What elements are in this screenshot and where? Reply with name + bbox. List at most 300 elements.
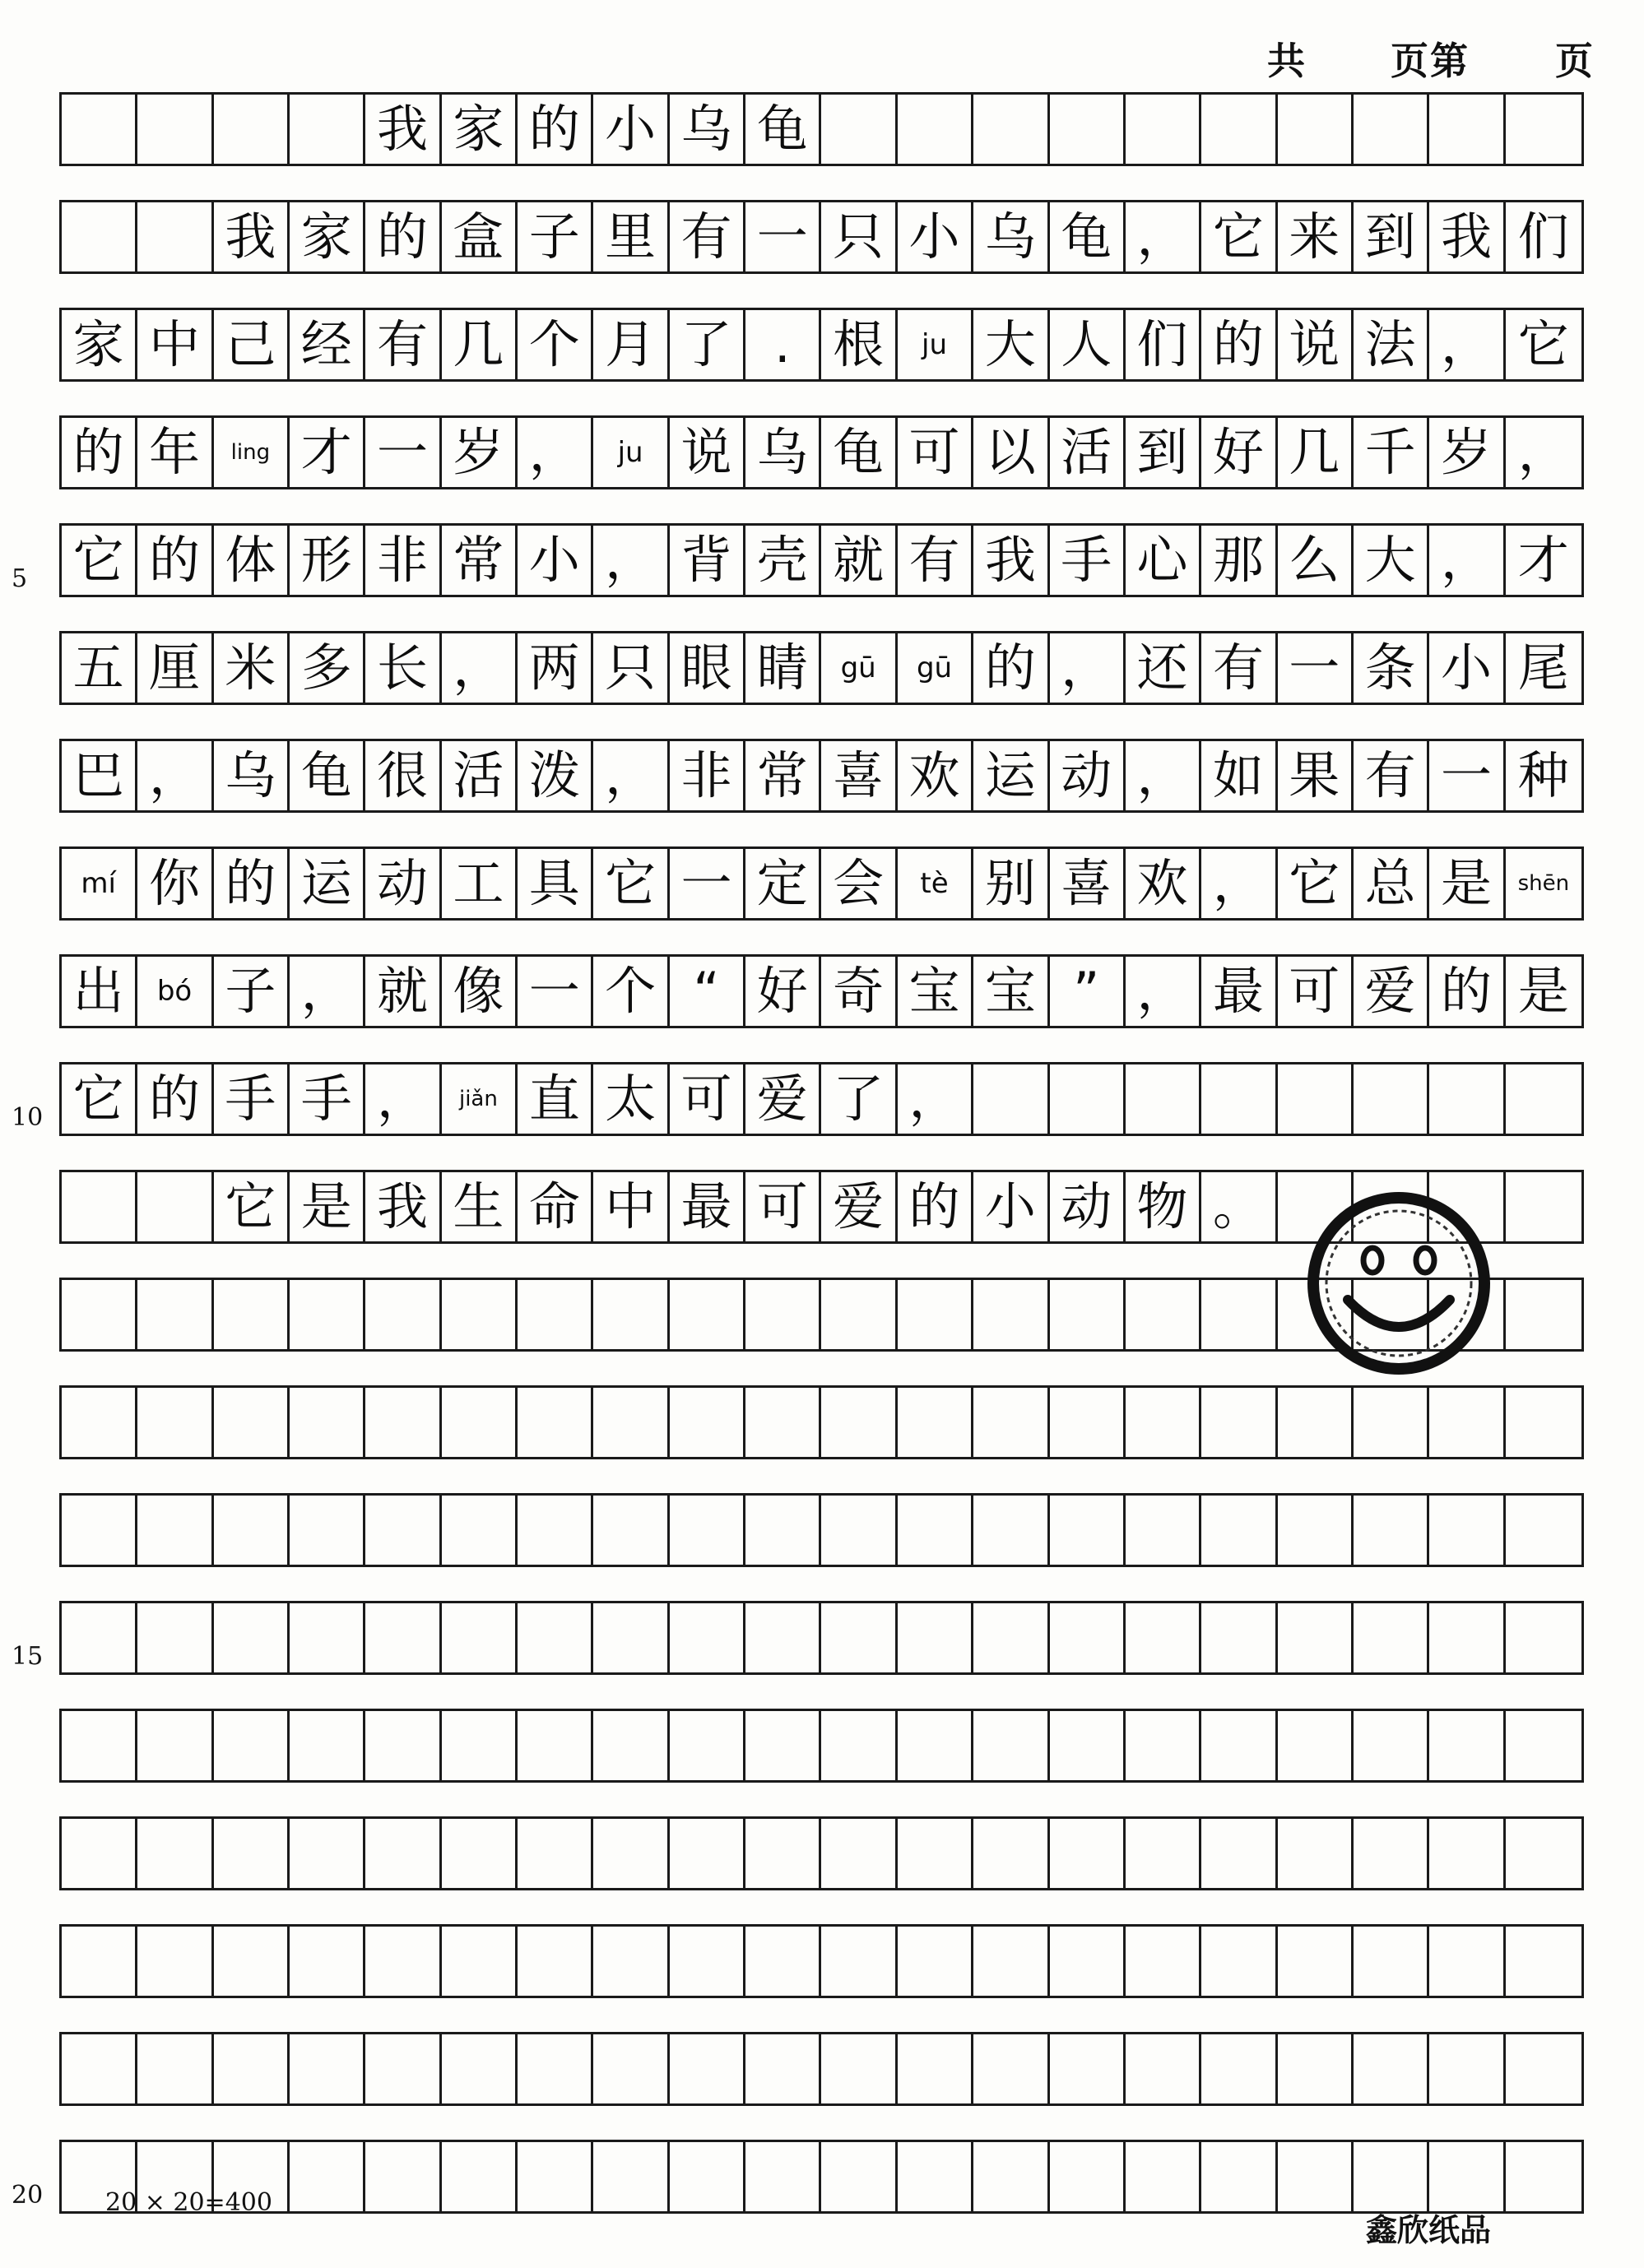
grid-cell: 你 (137, 849, 213, 918)
grid-cell (1354, 1064, 1429, 1134)
grid-cell: 就 (821, 526, 897, 595)
grid-row (59, 523, 1584, 597)
grid-cell (745, 1927, 821, 1996)
grid-cell (1506, 2034, 1581, 2103)
grid-cell (1354, 2034, 1429, 2103)
grid-cell (290, 2142, 365, 2211)
grid-cell: 有 (670, 202, 745, 271)
grid-cell: 手 (1050, 526, 1126, 595)
grid-cell (137, 1172, 213, 1241)
grid-cell: 眼 (670, 633, 745, 703)
grid-cell (1126, 1064, 1201, 1134)
grid-cell (518, 2034, 593, 2103)
grid-row (59, 1385, 1584, 1459)
grid-cell: 的 (1429, 957, 1505, 1026)
grid-cell (670, 2142, 745, 2211)
grid-cell (898, 1496, 973, 1565)
grid-cell (898, 2142, 973, 2211)
grid-cell: 千 (1354, 418, 1429, 487)
grid-cell: 人 (1050, 310, 1126, 379)
grid-cell (442, 1496, 518, 1565)
grid-cell (973, 2034, 1049, 2103)
grid-cell (62, 1603, 137, 1672)
grid-cell: 像 (442, 957, 518, 1026)
grid-cell (1278, 1819, 1354, 1888)
grid-cell: 太 (593, 1064, 669, 1134)
grid-cell (1201, 1927, 1277, 1996)
grid-cell: 只 (593, 633, 669, 703)
grid-cell (137, 1819, 213, 1888)
grid-cell (1506, 1819, 1581, 1888)
grid-cell (745, 2142, 821, 2211)
grid-row (59, 200, 1584, 274)
grid-cell: 的 (898, 1172, 973, 1241)
grid-cell (1506, 1388, 1581, 1457)
grid-cell: ， (1050, 633, 1126, 703)
grid-cell: 说 (670, 418, 745, 487)
grid-cell: 多 (290, 633, 365, 703)
grid-cell: 可 (1278, 957, 1354, 1026)
grid-cell: 手 (290, 1064, 365, 1134)
grid-cell: 有 (1354, 741, 1429, 810)
grid-cell: 喜 (821, 741, 897, 810)
grid-cell (1429, 1711, 1505, 1780)
grid-cell (1126, 2142, 1201, 2211)
grid-cell (1506, 1711, 1581, 1780)
grid-cell (365, 1819, 441, 1888)
grid-cell (290, 1927, 365, 1996)
grid-cell (593, 1819, 669, 1888)
grid-cell: 爱 (1354, 957, 1429, 1026)
grid-cell: 活 (442, 741, 518, 810)
grid-cell: 大 (973, 310, 1049, 379)
grid-cell: 们 (1126, 310, 1201, 379)
grid-row (59, 631, 1584, 705)
grid-cell (1506, 1603, 1581, 1672)
grid-cell: 家 (62, 310, 137, 379)
grid-cell: 好 (745, 957, 821, 1026)
grid-cell: 那 (1201, 526, 1277, 595)
grid-cell (290, 1819, 365, 1888)
page-number-label: 页第 (1391, 39, 1470, 83)
grid-cell (365, 1496, 441, 1565)
grid-cell (1354, 1388, 1429, 1457)
grid-cell (365, 1927, 441, 1996)
grid-cell (973, 2142, 1049, 2211)
grid-cell (1506, 1064, 1581, 1134)
grid-cell (1278, 1496, 1354, 1565)
grid-row (59, 739, 1584, 813)
grid-cell (214, 1496, 290, 1565)
grid-cell: 壳 (745, 526, 821, 595)
grid-cell (593, 1496, 669, 1565)
grid-cell (1354, 95, 1429, 164)
grid-cell: 大 (1354, 526, 1429, 595)
grid-cell (1126, 2034, 1201, 2103)
grid-cell: 生 (442, 1172, 518, 1241)
grid-cell (290, 1496, 365, 1565)
grid-cell: 长 (365, 633, 441, 703)
grid-cell (1429, 1496, 1505, 1565)
grid-cell: gū (821, 633, 897, 703)
grid-cell (821, 95, 897, 164)
grid-cell: 宝 (973, 957, 1049, 1026)
grid-cell (1201, 1711, 1277, 1780)
grid-cell: shēn (1517, 871, 1570, 896)
grid-cell (1201, 2142, 1277, 2211)
grid-cell (137, 95, 213, 164)
grid-cell: 有 (1201, 633, 1277, 703)
grid-cell (290, 1711, 365, 1780)
grid-cell (442, 1280, 518, 1349)
grid-cell (973, 1496, 1049, 1565)
grid-cell: 里 (593, 202, 669, 271)
grid-cell (214, 1388, 290, 1457)
grid-cell: 小 (898, 202, 973, 271)
grid-cell (62, 1172, 137, 1241)
grid-cell (593, 2034, 669, 2103)
grid-cell (745, 1496, 821, 1565)
grid-cell: 才 (1517, 530, 1569, 590)
grid-cell: 它 (1517, 314, 1569, 374)
grid-cell: 的 (214, 849, 290, 918)
grid-cell (1201, 2034, 1277, 2103)
grid-cell: 的 (62, 418, 137, 487)
grid-cell: ， (365, 1064, 441, 1134)
grid-cell (1126, 1496, 1201, 1565)
grid-cell (1506, 95, 1581, 164)
grid-cell: 可 (670, 1064, 745, 1134)
grid-row (59, 2032, 1584, 2106)
grid-cell (442, 1603, 518, 1672)
grid-cell: bó (137, 957, 213, 1026)
grid-row (59, 1816, 1584, 1890)
grid-cell: 它 (214, 1172, 290, 1241)
grid-cell: 几 (1278, 418, 1354, 487)
grid-cell (973, 1603, 1049, 1672)
grid-cell: 只 (821, 202, 897, 271)
grid-cell (442, 2142, 518, 2211)
grid-cell: 小 (1429, 633, 1505, 703)
grid-cell (898, 95, 973, 164)
grid-cell: 的 (518, 95, 593, 164)
grid-cell: 了 (670, 310, 745, 379)
grid-cell (1429, 1927, 1505, 1996)
grid-cell (593, 1388, 669, 1457)
grid-cell (1050, 1819, 1126, 1888)
grid-cell (214, 1711, 290, 1780)
grid-cell (973, 1388, 1049, 1457)
grid-cell: 几 (442, 310, 518, 379)
grid-cell (137, 2034, 213, 2103)
grid-cell: 泼 (518, 741, 593, 810)
grid-cell (518, 1603, 593, 1672)
grid-cell (518, 1280, 593, 1349)
grid-cell: ， (593, 526, 669, 595)
grid-cell (1050, 1064, 1126, 1134)
grid-cell: 个 (593, 957, 669, 1026)
grid-cell: 有 (365, 310, 441, 379)
grid-cell (1126, 1603, 1201, 1672)
grid-row (59, 846, 1584, 921)
grid-cell (137, 1603, 213, 1672)
grid-cell: 体 (214, 526, 290, 595)
grid-cell: 我 (973, 526, 1049, 595)
grid-cell (365, 1711, 441, 1780)
grid-cell: ， (1126, 957, 1201, 1026)
grid-cell: 它 (62, 1064, 137, 1134)
grid-cell (670, 1280, 745, 1349)
grid-cell (898, 1927, 973, 1996)
grid-cell (1278, 1711, 1354, 1780)
grid-cell (1050, 2034, 1126, 2103)
grid-cell: 经 (290, 310, 365, 379)
grid-cell (821, 1603, 897, 1672)
grid-cell (518, 1819, 593, 1888)
grid-cell (442, 1388, 518, 1457)
grid-cell: “ (670, 957, 745, 1026)
grid-cell: 会 (821, 849, 897, 918)
grid-cell (1201, 1603, 1277, 1672)
grid-cell (290, 95, 365, 164)
grid-cell (745, 1819, 821, 1888)
grid-row (59, 1601, 1584, 1675)
grid-cell (518, 1927, 593, 1996)
grid-cell (1201, 1819, 1277, 1888)
grid-cell (1126, 1388, 1201, 1457)
grid-row (59, 2140, 1584, 2214)
grid-cell: 的 (1201, 310, 1277, 379)
smiley-face-stamp-icon (1300, 1185, 1498, 1382)
grid-cell (137, 202, 213, 271)
grid-cell: 家 (290, 202, 365, 271)
grid-cell: tè (898, 849, 973, 918)
grid-cell (1354, 2142, 1429, 2211)
grid-cell: 动 (1050, 1172, 1126, 1241)
grid-cell: ， (1429, 526, 1505, 595)
grid-cell: 宝 (898, 957, 973, 1026)
grid-cell (214, 1280, 290, 1349)
grid-cell (821, 1711, 897, 1780)
grid-cell: 工 (442, 849, 518, 918)
grid-cell (593, 1927, 669, 1996)
grid-cell: 奇 (821, 957, 897, 1026)
grid-cell (137, 1927, 213, 1996)
grid-cell (1278, 1927, 1354, 1996)
grid-cell: 命 (518, 1172, 593, 1241)
grid-cell (1506, 1280, 1581, 1349)
line-number: 10 (12, 1103, 44, 1132)
grid-cell (973, 95, 1049, 164)
grid-cell: 中 (593, 1172, 669, 1241)
grid-cell (1354, 1711, 1429, 1780)
grid-cell: 常 (442, 526, 518, 595)
grid-cell: ” (1050, 957, 1126, 1026)
grid-cell: ， (898, 1064, 973, 1134)
grid-row (59, 415, 1584, 489)
grid-cell: 可 (898, 418, 973, 487)
grid-cell: 手 (214, 1064, 290, 1134)
grid-cell (1506, 1172, 1581, 1241)
grid-cell (1050, 2142, 1126, 2211)
grid-cell: 物 (1126, 1172, 1201, 1241)
grid-cell: 很 (365, 741, 441, 810)
page-number-label-end: 页 (1555, 39, 1595, 83)
grid-cell (1126, 1927, 1201, 1996)
grid-cell: 条 (1354, 633, 1429, 703)
grid-cell: 就 (365, 957, 441, 1026)
grid-cell (214, 95, 290, 164)
grid-cell: 说 (1278, 310, 1354, 379)
grid-cell (1278, 95, 1354, 164)
grid-cell: 乌 (670, 95, 745, 164)
grid-cell: 家 (442, 95, 518, 164)
line-number: 5 (12, 564, 28, 593)
grid-cell (1050, 1603, 1126, 1672)
grid-cell (745, 1711, 821, 1780)
grid-cell: mí (62, 849, 137, 918)
grid-cell (518, 1496, 593, 1565)
grid-cell: 了 (821, 1064, 897, 1134)
grid-cell (1126, 95, 1201, 164)
grid-cell: 到 (1126, 418, 1201, 487)
grid-cell: 一 (518, 957, 593, 1026)
grid-cell: 盒 (442, 202, 518, 271)
grid-cell: 一 (1429, 741, 1505, 810)
grid-cell: 乌 (745, 418, 821, 487)
grid-cell: 龟 (821, 418, 897, 487)
grid-cell (898, 1819, 973, 1888)
grid-cell: 法 (1354, 310, 1429, 379)
grid-cell: 果 (1278, 741, 1354, 810)
grid-cell (898, 1388, 973, 1457)
grid-cell (745, 1280, 821, 1349)
grid-cell (62, 2034, 137, 2103)
grid-cell (1429, 2142, 1505, 2211)
grid-cell: 巴 (62, 741, 137, 810)
grid-cell: 。 (1201, 1172, 1277, 1241)
grid-cell: 它 (1201, 202, 1277, 271)
grid-cell (973, 1819, 1049, 1888)
grid-cell (745, 1388, 821, 1457)
grid-cell: ， (137, 741, 213, 810)
grid-row (59, 308, 1584, 382)
grid-cell: 小 (518, 526, 593, 595)
grid-cell (670, 2034, 745, 2103)
grid-cell: 到 (1354, 202, 1429, 271)
grid-cell (973, 1064, 1049, 1134)
grid-cell: 它 (1278, 849, 1354, 918)
grid-cell: 爱 (821, 1172, 897, 1241)
grid-cell (1354, 1819, 1429, 1888)
grid-cell (442, 2034, 518, 2103)
grid-cell (1201, 1280, 1277, 1349)
grid-cell (365, 1280, 441, 1349)
grid-cell: 好 (1201, 418, 1277, 487)
grid-cell (1354, 1496, 1429, 1565)
grid-cell (670, 1819, 745, 1888)
grid-cell (62, 1280, 137, 1349)
grid-cell: 睛 (745, 633, 821, 703)
grid-cell: 的 (137, 526, 213, 595)
grid-cell (518, 2142, 593, 2211)
grid-cell (518, 1388, 593, 1457)
grid-cell: 非 (670, 741, 745, 810)
grid-cell: ju (898, 310, 973, 379)
grid-cell (1201, 1064, 1277, 1134)
grid-cell: 欢 (898, 741, 973, 810)
grid-cell: 龟 (1050, 202, 1126, 271)
grid-cell (821, 1819, 897, 1888)
grid-cell: 龟 (290, 741, 365, 810)
grid-cell: . (745, 310, 821, 379)
grid-cell (821, 1388, 897, 1457)
grid-cell (670, 1603, 745, 1672)
grid-cell: 是 (1429, 849, 1505, 918)
grid-cell: 活 (1050, 418, 1126, 487)
grid-cell: 五 (62, 633, 137, 703)
grid-cell (214, 2034, 290, 2103)
grid-cell: 欢 (1126, 849, 1201, 918)
grid-cell (1429, 2034, 1505, 2103)
grid-row (59, 1493, 1584, 1567)
grid-cell (593, 1280, 669, 1349)
grid-cell (821, 1496, 897, 1565)
grid-cell (1201, 1496, 1277, 1565)
grid-cell: 乌 (214, 741, 290, 810)
grid-cell: ， (1201, 849, 1277, 918)
grid-cell (898, 1711, 973, 1780)
grid-cell (1050, 1927, 1126, 1996)
grid-cell: 的 (973, 633, 1049, 703)
grid-cell (1050, 1388, 1126, 1457)
grid-cell: 个 (518, 310, 593, 379)
grid-cell: 一 (1278, 633, 1354, 703)
grid-cell: 才 (290, 418, 365, 487)
grid-cell: 的 (137, 1064, 213, 1134)
grid-cell: ， (1517, 422, 1569, 482)
grid-cell: jiǎn (442, 1064, 518, 1134)
grid-cell (1429, 1388, 1505, 1457)
grid-cell: 具 (518, 849, 593, 918)
grid-cell: 它 (62, 526, 137, 595)
grid-cell (1278, 2034, 1354, 2103)
grid-cell (442, 1819, 518, 1888)
grid-cell (821, 2142, 897, 2211)
grid-cell (62, 1496, 137, 1565)
grid-cell: 动 (1050, 741, 1126, 810)
grid-cell (1506, 1496, 1581, 1565)
grid-cell: 小 (973, 1172, 1049, 1241)
grid-cell: ， (1126, 202, 1201, 271)
grid-cell: 形 (290, 526, 365, 595)
grid-cell: 来 (1278, 202, 1354, 271)
grid-cell: 运 (290, 849, 365, 918)
grid-cell (1050, 1496, 1126, 1565)
grid-cell: 中 (137, 310, 213, 379)
grid-cell (1429, 1064, 1505, 1134)
grid-cell (745, 2034, 821, 2103)
grid-cell (593, 1711, 669, 1780)
grid-cell (365, 1388, 441, 1457)
grid-cell (62, 1819, 137, 1888)
grid-cell: 的 (365, 202, 441, 271)
grid-row (59, 1924, 1584, 1998)
grid-cell: 月 (593, 310, 669, 379)
grid-cell (214, 1927, 290, 1996)
grid-cell: ju (593, 418, 669, 487)
grid-cell (821, 1280, 897, 1349)
